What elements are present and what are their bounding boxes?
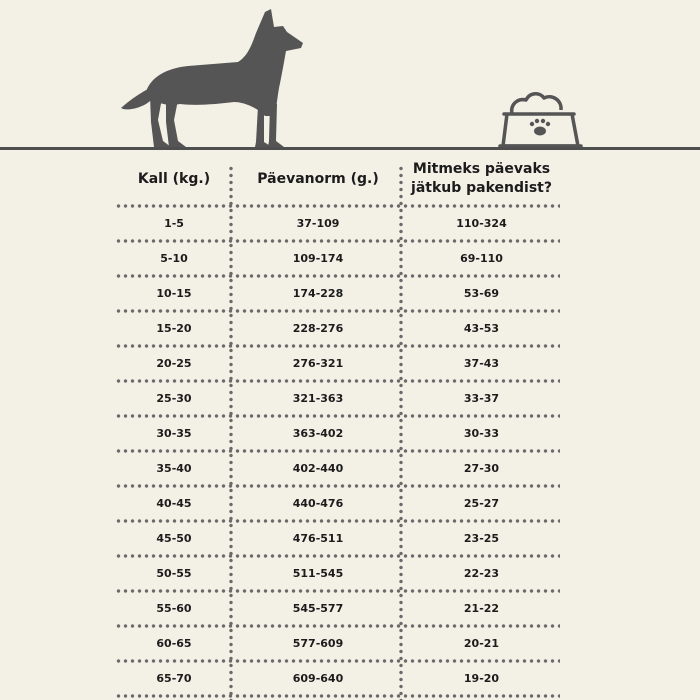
- cell-weight: 1-5: [164, 217, 184, 230]
- header-weight: Kall (kg.): [137, 171, 211, 187]
- cell-days: 25-27: [463, 497, 500, 510]
- cell-days: 27-30: [463, 462, 500, 475]
- cell-days: 110-324: [456, 217, 507, 230]
- cell-weight: 50-55: [156, 567, 192, 580]
- cell-daily-norm: 228-276: [292, 322, 344, 335]
- cell-daily-norm: 37-109: [296, 217, 340, 230]
- cell-days: 69-110: [460, 252, 503, 265]
- cell-weight: 60-65: [156, 637, 192, 650]
- cell-weight: 35-40: [156, 462, 192, 475]
- table-row: [115, 311, 560, 346]
- table-row: [115, 381, 560, 416]
- cell-weight: 25-30: [156, 392, 192, 405]
- cell-days: 22-23: [463, 567, 500, 580]
- cell-weight: 15-20: [156, 322, 192, 335]
- table-row: [115, 486, 560, 521]
- cell-days: 23-25: [463, 532, 500, 545]
- cell-days: 53-69: [463, 287, 500, 300]
- cell-days: 21-22: [463, 602, 500, 615]
- ground-line: [0, 147, 700, 150]
- cell-weight: 5-10: [160, 252, 188, 265]
- cell-days: 20-21: [463, 637, 500, 650]
- cell-days: 43-53: [463, 322, 500, 335]
- table-row: [115, 451, 560, 486]
- cell-days: 30-33: [463, 427, 500, 440]
- cell-daily-norm: 511-545: [292, 567, 344, 580]
- table-row: [115, 346, 560, 381]
- cell-weight: 10-15: [156, 287, 192, 300]
- header-daily-norm: Päevanorm (g.): [257, 171, 379, 187]
- food-bowl-icon: [500, 94, 581, 146]
- table-row: [115, 591, 560, 626]
- cell-daily-norm: 363-402: [292, 427, 344, 440]
- table-row: [115, 626, 560, 661]
- feeding-table: [115, 160, 560, 700]
- cell-daily-norm: 476-511: [292, 532, 344, 545]
- table-row: [115, 661, 560, 696]
- table-row: [115, 206, 560, 241]
- cell-weight: 65-70: [156, 672, 192, 685]
- cell-days: 33-37: [463, 392, 500, 405]
- header-days-line2: jätkub pakendist?: [411, 180, 552, 196]
- cell-days: 37-43: [463, 357, 500, 370]
- cell-weight: 20-25: [156, 357, 192, 370]
- paw-icon: [530, 119, 550, 136]
- cell-weight: 45-50: [156, 532, 192, 545]
- cell-weight: 55-60: [156, 602, 192, 615]
- cell-daily-norm: 109-174: [292, 252, 344, 265]
- row-divider: [115, 694, 560, 698]
- cell-days: 19-20: [463, 672, 500, 685]
- dog-silhouette-icon: [121, 9, 303, 147]
- header-days-line1: Mitmeks päevaks: [412, 161, 551, 177]
- cell-weight: 30-35: [156, 427, 192, 440]
- table-row: [115, 276, 560, 311]
- cell-weight: 40-45: [156, 497, 192, 510]
- cell-daily-norm: 577-609: [292, 637, 344, 650]
- table-row: [115, 556, 560, 591]
- header-days: [403, 160, 560, 198]
- header-illustration: [0, 0, 700, 152]
- cell-daily-norm: 440-476: [292, 497, 344, 510]
- cell-daily-norm: 402-440: [292, 462, 344, 475]
- cell-daily-norm: 276-321: [292, 357, 344, 370]
- cell-daily-norm: 545-577: [292, 602, 344, 615]
- table-row: [115, 521, 560, 556]
- table-row: [115, 241, 560, 276]
- cell-daily-norm: 609-640: [292, 672, 344, 685]
- table-row: [115, 416, 560, 451]
- cell-daily-norm: 174-228: [292, 287, 344, 300]
- cell-daily-norm: 321-363: [292, 392, 344, 405]
